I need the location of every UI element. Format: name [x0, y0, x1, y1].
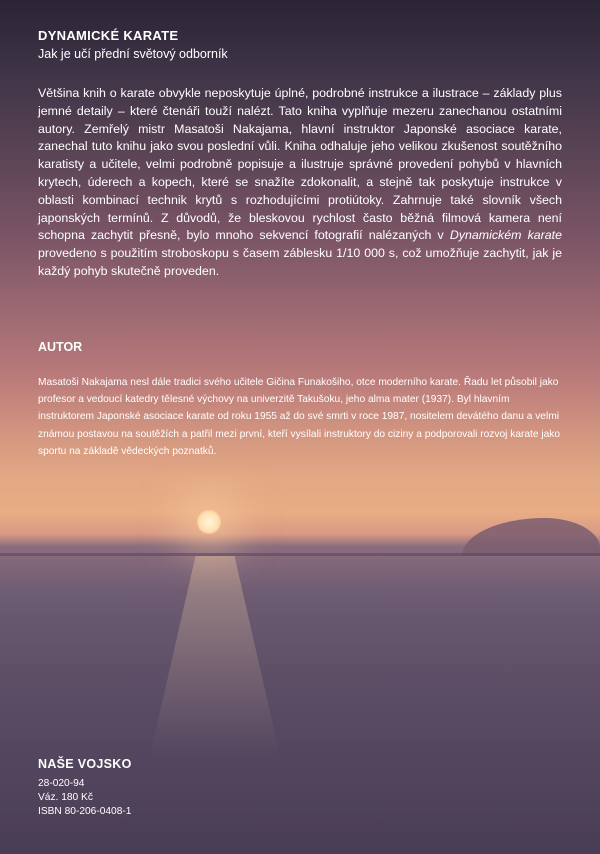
author-bio: Masatoši Nakajama nesl dále tradici svého učitele Gičina Funakošiho, otce moderního karate. Řadu let působil jako profesor a vedoucí katedry tělesné výchovy na univerzitě Takušoku, jeho alma mater (1937). Byl hlavním instruktorem Japonské asociace karate od roku 1955 až do své smrti v roce 1987, nositelem devátého danu a velmi známou postavou na soutěžích a patřil mezi první, kteří vysílali instruktory do ciziny a podporovali rozvoj karate jako sportu na základě vědeckých poznatků. — [38, 377, 561, 457]
book-description — [38, 85, 562, 281]
description-part-1: Většina knih o karate obvykle neposkytuje úplné, podrobné instrukce a ilustrace – základy plus jemné detaily – které čtenáři touží nalézt. Tato kniha vyplňuje mezeru zanechanou ostatními autory. Zemřelý mistr Masatoši Nakajama, hlavní instruktor Japonské asociace karate, zanechal tuto knihu jako svou poslední vůli. Kniha odhaluje jeho velikou zkušenost soutěžního karatisty a učitele, velmi podrobně popisuje a ilustruje správné provedení pohybů v hlavních krytech, úderech a kopech, které se snažíte zdokonalit, a stejně tak poskytuje instrukce v oblasti kombinací technik krytů s rozhodujícími protiútoky. Zahrnuje také slovník všech japonských termínů. Z důvodů, že bleskovou rychlost často běžná filmová kamera není schopna zachytit přesně, bylo mnoho sekvencí fotografií nalézaných v — [38, 86, 562, 243]
sun — [197, 510, 221, 534]
author-heading: AUTOR — [38, 340, 83, 354]
book-title: DYNAMICKÉ KARATE — [38, 28, 179, 43]
book-subtitle: Jak je učí přední světový odborník — [38, 47, 228, 61]
catalog-code: 28-020-94 — [38, 778, 85, 789]
price: Váz. 180 Kč — [38, 792, 93, 803]
isbn: ISBN 80-206-0408-1 — [38, 806, 132, 817]
description-italic-title: Dynamickém karate — [449, 228, 563, 243]
description-part-2: provedeno s použitím stroboskopu s časem záblesku 1/10 000 s, což umožňuje zachytit, jak je každý pohyb skutečně proveden. — [38, 246, 562, 278]
publisher-name: NAŠE VOJSKO — [38, 757, 132, 771]
horizon-line — [0, 553, 600, 556]
